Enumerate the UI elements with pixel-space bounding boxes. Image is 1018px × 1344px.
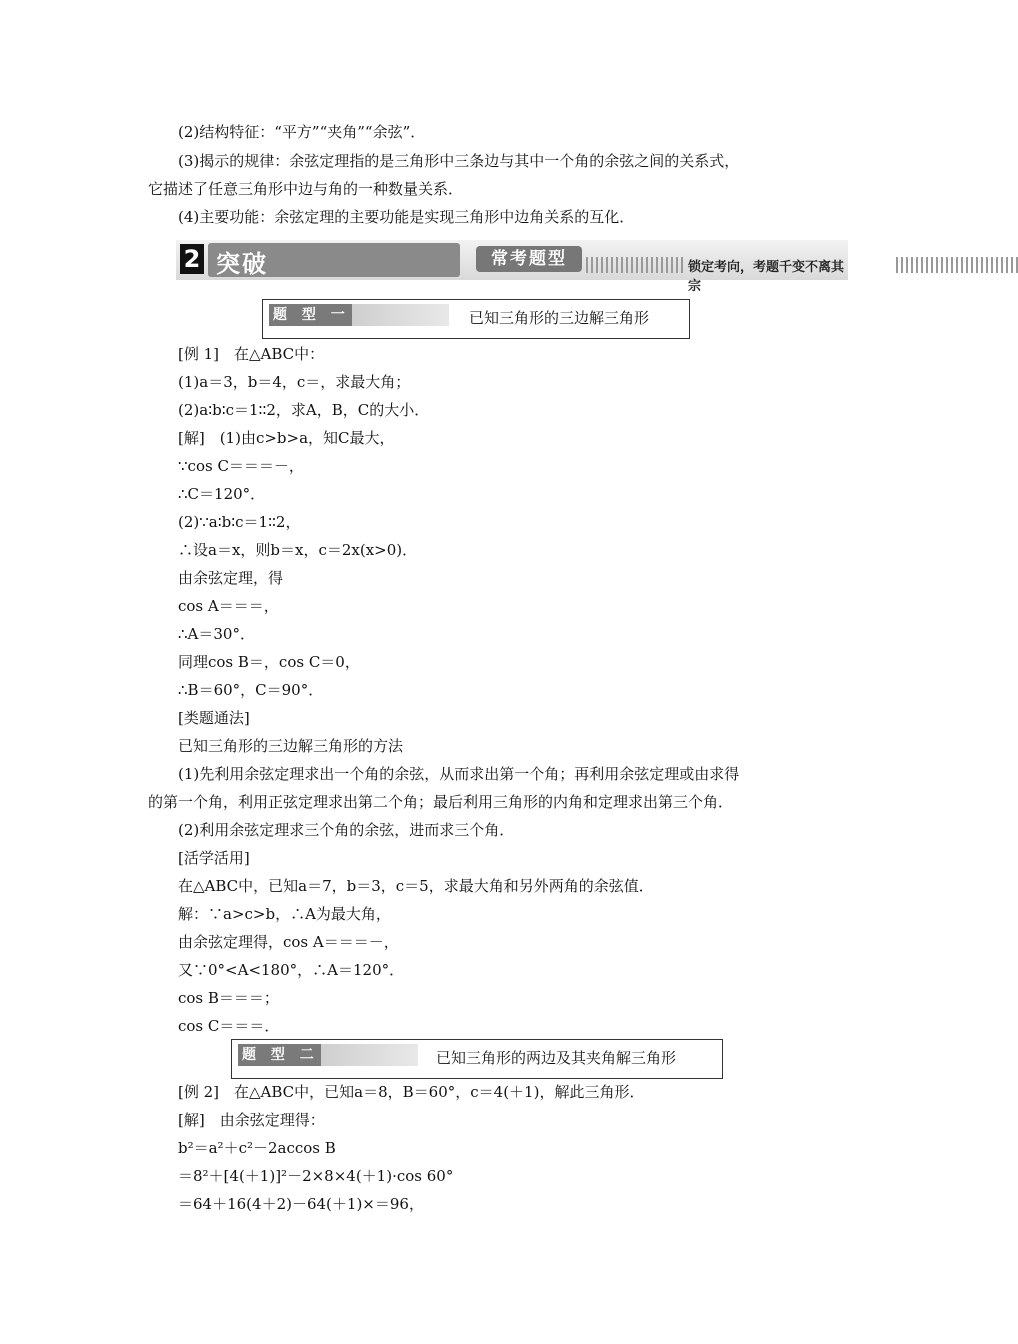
- text-line: (3)揭示的规律：余弦定理指的是三角形中三条边与其中一个角的余弦之间的关系式，: [178, 152, 740, 170]
- text-line: ∴B＝60°，C＝90°．: [178, 681, 324, 699]
- text-line: cos A＝＝＝，: [178, 597, 279, 615]
- text-line: (1)a＝3，b＝4，c＝，求最大角；: [178, 373, 411, 391]
- text-line: [例 1] 在△ABC中：: [178, 345, 325, 363]
- text-line: ∴设a＝x，则b＝x，c＝2x(x>0)．: [178, 541, 418, 559]
- text-line: [例 2] 在△ABC中，已知a＝8，B＝60°，c＝4(＋1)，解此三角形．: [178, 1083, 645, 1101]
- text-line: 又∵0°<A<180°，∴A＝120°．: [178, 961, 405, 979]
- text-line: (2)结构特征：“平方”“夹角”“余弦”．: [178, 123, 426, 141]
- section-number: 2: [180, 244, 204, 274]
- text-line: [活学活用]: [178, 849, 250, 867]
- text-line: ＝8²＋[4(＋1)]²－2×8×4(＋1)·cos 60°: [178, 1167, 454, 1185]
- question-type-box: [262, 299, 690, 339]
- text-line: 的第一个角，利用正弦定理求出第二个角；最后利用三角形的内角和定理求出第三个角．: [148, 793, 734, 811]
- text-line: [解] 由余弦定理得：: [178, 1111, 325, 1129]
- text-line: (1)先利用余弦定理求出一个角的余弦，从而求出第一个角；再利用余弦定理或由求得: [178, 765, 740, 783]
- text-line: (2)∵a∶b∶c＝1∶∶2，: [178, 513, 301, 531]
- question-type-label: 题 型 一: [269, 304, 449, 326]
- text-line: 由余弦定理，得: [178, 569, 284, 587]
- text-line: 由余弦定理得，cos A＝＝＝－，: [178, 933, 399, 951]
- text-line: 它描述了任意三角形中边与角的一种数量关系．: [148, 180, 464, 198]
- text-line: b²＝a²＋c²－2accos B: [178, 1139, 336, 1157]
- text-line: 已知三角形的三边解三角形的方法: [178, 737, 404, 755]
- question-type-title: 已知三角形的三边解三角形: [469, 309, 650, 327]
- section-tag: 常考题型: [476, 246, 582, 272]
- text-line: (2)a∶b∶c＝1∶∶2，求A，B，C的大小．: [178, 401, 430, 419]
- question-type-title: 已知三角形的两边及其夹角解三角形: [436, 1049, 677, 1067]
- text-line: ∴A＝30°．: [178, 625, 255, 643]
- text-line: ∵cos C＝＝＝－，: [178, 457, 304, 475]
- text-line: [解] (1)由c>b>a，知C最大，: [178, 429, 395, 447]
- question-type-box: [231, 1039, 723, 1079]
- section-slogan: 锁定考向，考题千变不离其宗: [688, 260, 845, 294]
- text-line: [类题通法]: [178, 709, 250, 727]
- text-line: ∴C＝120°．: [178, 485, 266, 503]
- question-type-label: 题 型 二: [238, 1044, 418, 1066]
- text-line: (4)主要功能：余弦定理的主要功能是实现三角形中边角关系的互化．: [178, 208, 635, 226]
- decorative-stripes: [586, 257, 686, 273]
- decorative-stripes: [896, 257, 1018, 273]
- section-title: 突破: [216, 250, 268, 278]
- text-line: cos B＝＝＝；: [178, 989, 279, 1007]
- text-line: 同理cos B＝，cos C＝0，: [178, 653, 360, 671]
- text-line: ＝64＋16(4＋2)－64(＋1)×＝96，: [178, 1195, 424, 1213]
- text-line: cos C＝＝＝．: [178, 1017, 280, 1035]
- section-banner: [176, 240, 848, 294]
- text-line: 在△ABC中，已知a＝7，b＝3，c＝5，求最大角和另外两角的余弦值．: [178, 877, 654, 895]
- text-line: 解：∵a>c>b，∴A为最大角，: [178, 905, 391, 923]
- text-line: (2)利用余弦定理求三个角的余弦，进而求三个角．: [178, 821, 515, 839]
